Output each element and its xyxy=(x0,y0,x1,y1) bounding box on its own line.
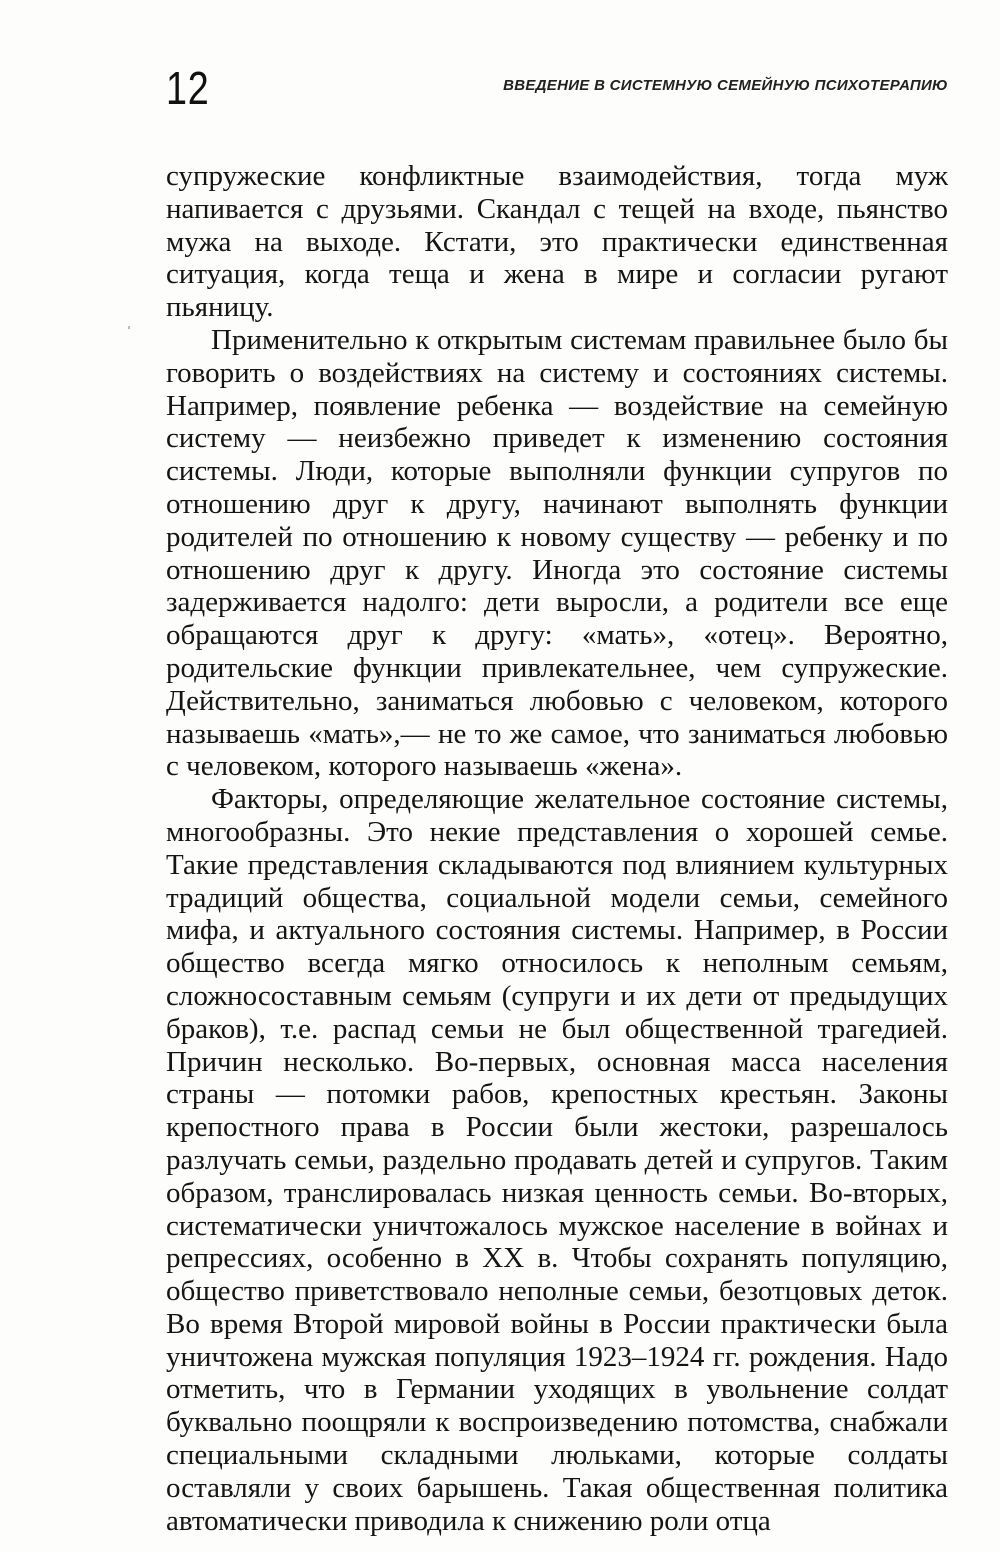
paragraph-continuation: супружеские конфликтные взаимодействия, тогда муж напивается с друзьями. Скандал с тещей на входе, пьянство мужа на выходе. Кстати, это практически единственная ситуация, когда теща и жена в мире и согласии ругают пьяницу. xyxy=(166,160,948,324)
paragraph-open-systems: Применительно к открытым системам правильнее было бы говорить о воздействиях на систему и состояниях системы. Например, появление ребенка — воздействие на семейную систему — неизбежно приведет к изменению состояния системы. Люди, которые выполняли функции супругов по отношению друг к другу, начинают выполнять функции родителей по отношению к новому существу — ребенку и по отношению друг к другу. Иногда это состояние системы задерживается надолго: дети выросли, а родители все еще обращаются друг к другу: «мать», «отец». Вероятно, родительские функции привлекательнее, чем супружеские. Действительно, заниматься любовью с человеком, которого называешь «мать»,— не то же самое, что заниматься любовью с человеком, которого называешь «жена». xyxy=(166,323,948,783)
body-text xyxy=(166,160,948,1537)
page-number: 12 xyxy=(166,62,210,114)
running-head: ВВЕДЕНИЕ В СИСТЕМНУЮ СЕМЕЙНУЮ ПСИХОТЕРАПИЮ xyxy=(503,77,948,94)
scan-speck xyxy=(128,326,130,329)
paragraph-factors: Факторы, определяющие желательное состояние системы, многообразны. Это некие представления о хорошей семье. Такие представления складываются под влиянием культурных традиций общества, социальной модели семьи, семейного мифа, и актуального состояния системы. Например, в России общество всегда мягко относилось к неполным семьям, сложносоставным семьям (супруги и их дети от предыдущих браков), т.е. распад семьи не был общественной трагедией. Причин несколько. Во-первых, основная масса населения страны — потомки рабов, крепостных крестьян. Законы крепостного права в России были жестоки, разрешалось разлучать семьи, раздельно продавать детей и супругов. Таким образом, транслировалась низкая ценность семьи. Во-вторых, систематически уничтожалось мужское население в войнах и репрессиях, особенно в XX в. Чтобы сохранять популяцию, общество приветствовало неполные семьи, безотцовых деток. Во время Второй мировой войны в России практически была уничтожена мужская популяция 1923–1924 гг. рождения. Надо отметить, что в Германии уходящих в увольнение солдат буквально поощряли к воспроизведению потомства, снабжали специальными складными люльками, которые солдаты оставляли у своих барышень. Такая общественная политика автоматически приводила к снижению роли отца xyxy=(166,783,948,1537)
